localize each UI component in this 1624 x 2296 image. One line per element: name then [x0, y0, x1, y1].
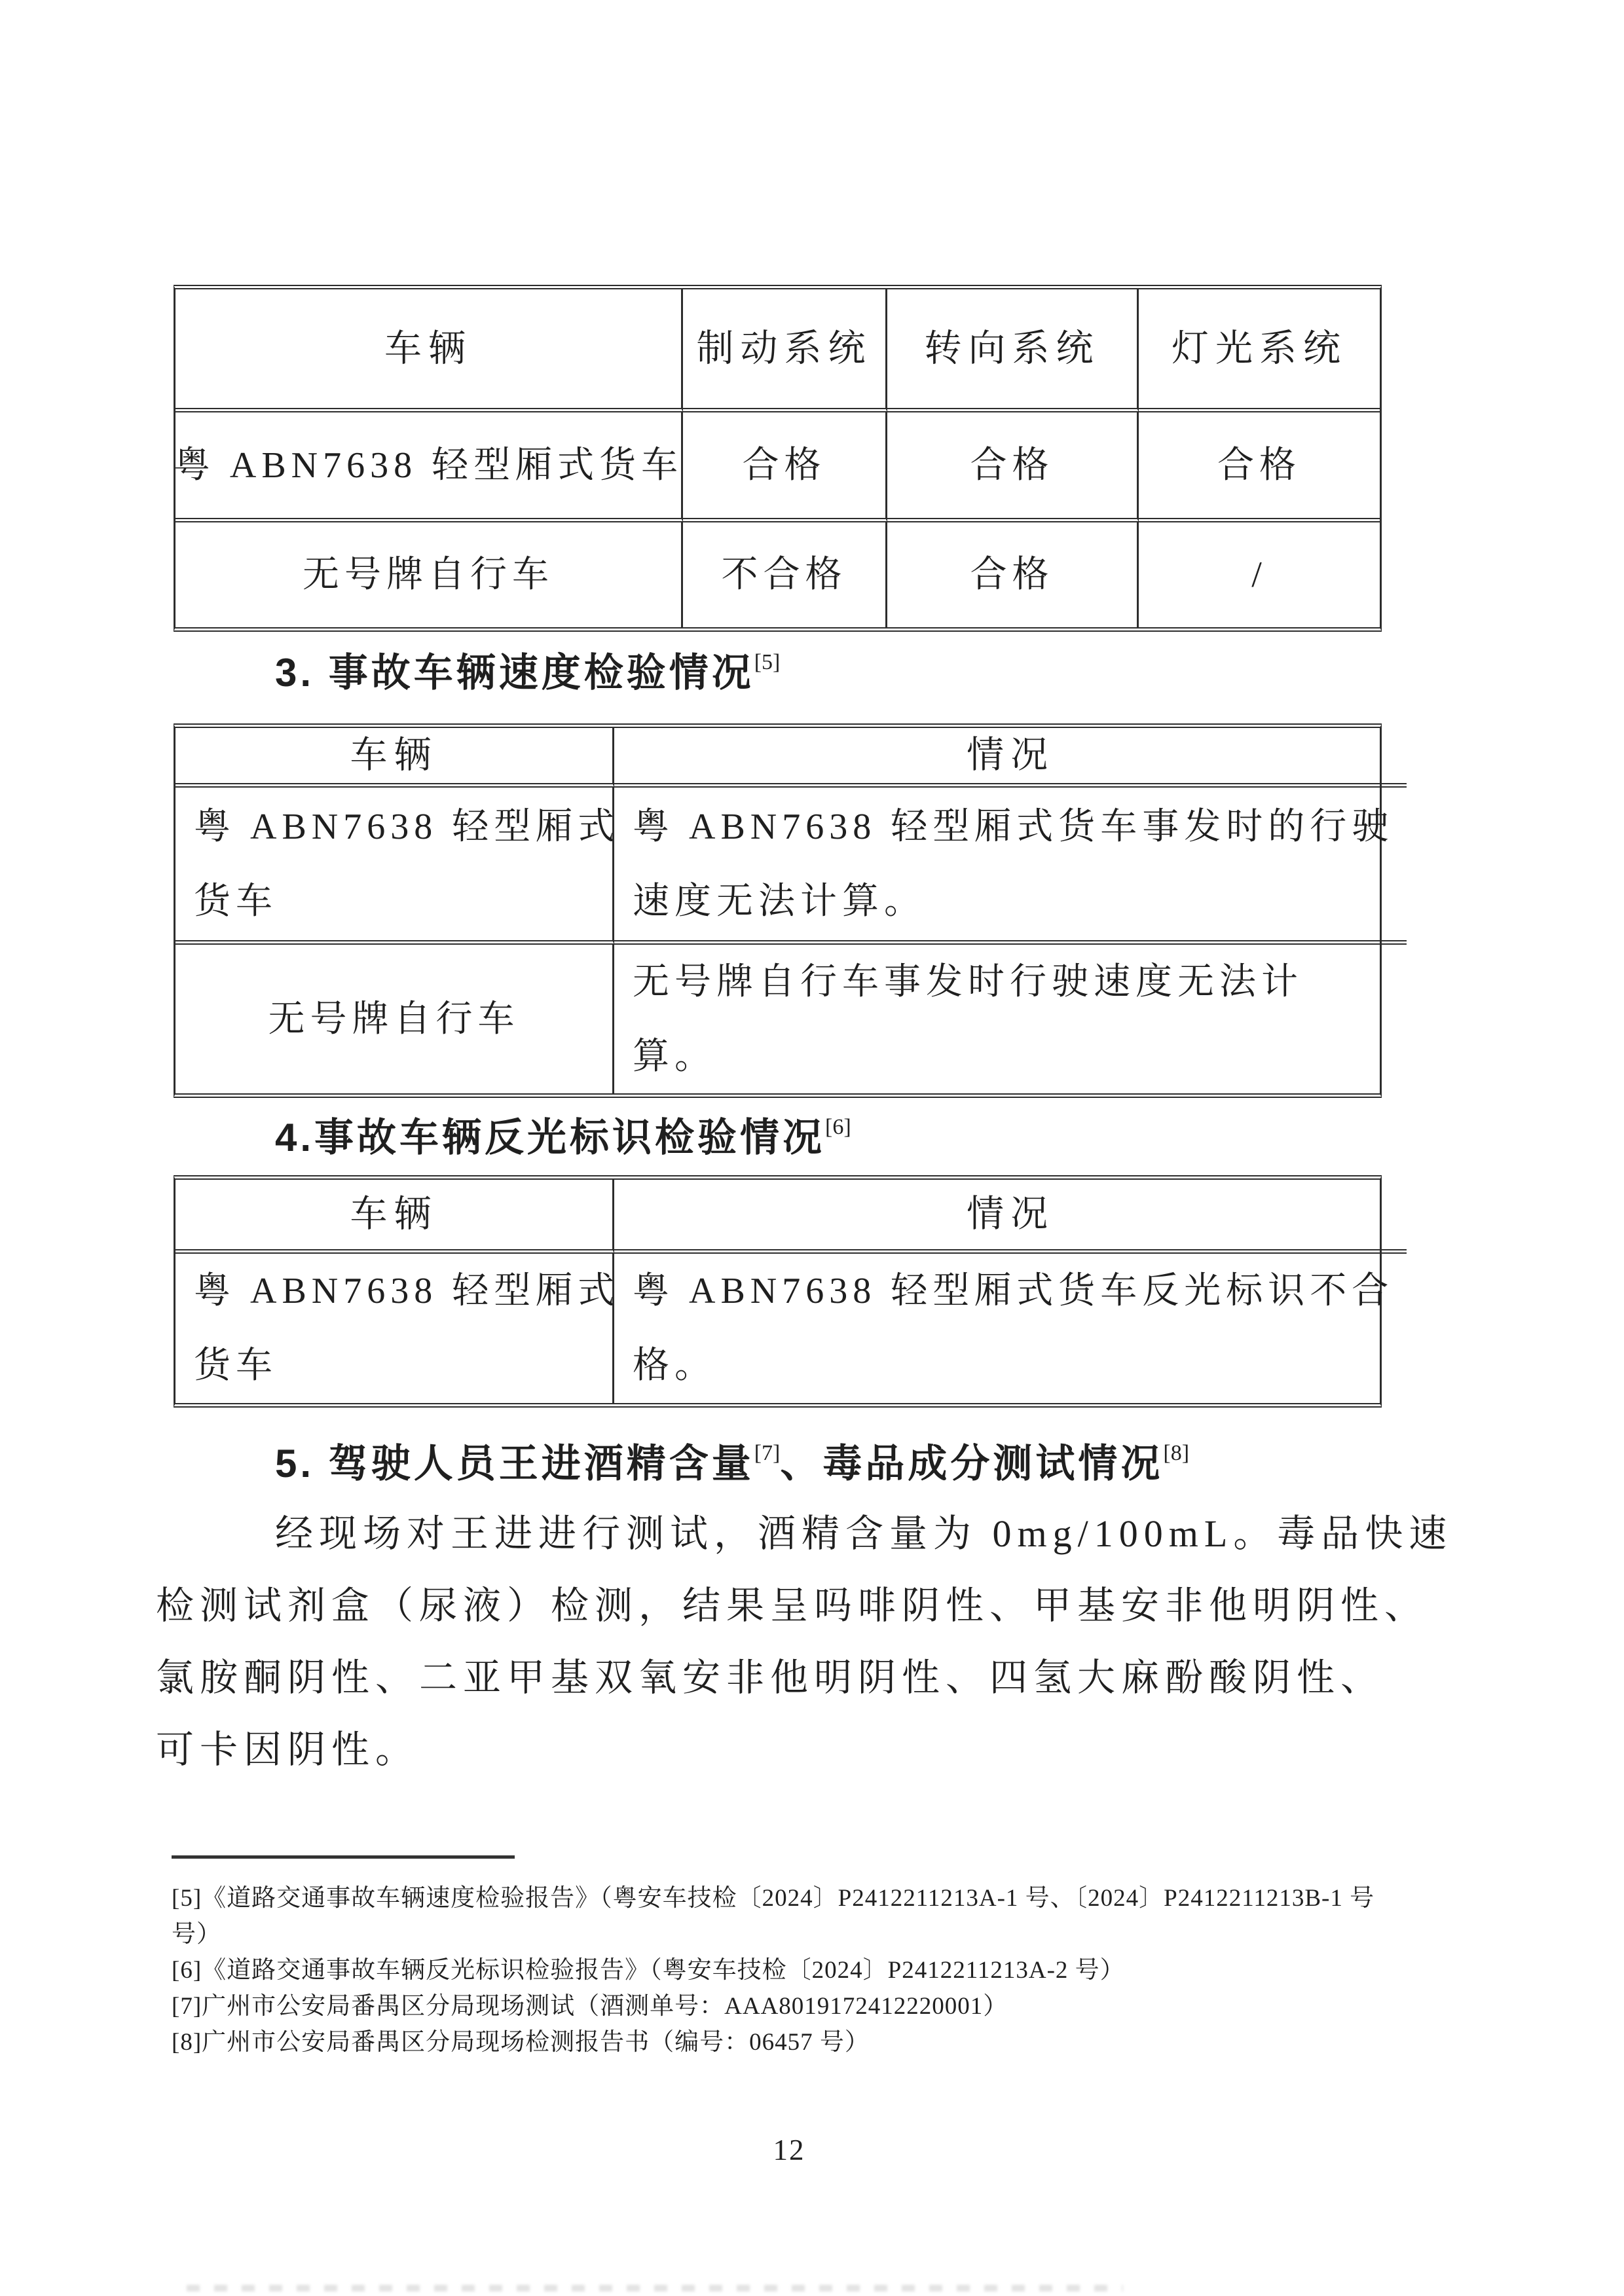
table-cell-vehicle: [175, 1254, 620, 1403]
cell-text-line: 货车: [194, 1345, 278, 1386]
table-cell-vehicle: [175, 788, 620, 945]
header-label: 车辆: [350, 735, 438, 776]
cell-text: 合格: [970, 445, 1054, 486]
section-title-part1: 5. 驾驶人员王进酒精含量: [275, 1442, 754, 1485]
cell-text-line: 粤 ABN7638 轻型厢式: [194, 806, 620, 847]
page-number: 12: [773, 2134, 805, 2166]
table-cell-brake-result: [683, 522, 887, 627]
cell-text-line: 无号牌自行车事发时行驶速度无法计: [633, 962, 1303, 1002]
footnote-ref-6: [6]: [825, 1115, 851, 1139]
cell-text-line: 格。: [633, 1345, 716, 1386]
cell-text: 无号牌自行车: [303, 555, 554, 595]
test-result-paragraph: [156, 1498, 1453, 1786]
header-label: 制动系统: [696, 327, 872, 369]
table-header-steering-system: [887, 289, 1139, 412]
paragraph-line: 氯胺酮阴性、二亚甲基双氧安非他明阴性、四氢大麻酚酸阴性、: [156, 1656, 1385, 1699]
table-header-situation: [614, 728, 1407, 788]
vehicle-systems-inspection-table: [174, 285, 1382, 632]
section-heading-reflective-marking-inspection: [275, 1112, 851, 1171]
table-cell-lighting-result: [1139, 412, 1380, 522]
paragraph-line: 检测试剂盒（尿液）检测，结果呈吗啡阴性、甲基安非他明阴性、: [156, 1584, 1429, 1627]
footnote-5-line1: [5]《道路交通事故车辆速度检验报告》（粤安车技检〔2024〕P2412211213A-1 号、〔2024〕P2412211213B-1 号: [172, 1885, 1375, 1912]
section-title: 4.事故车辆反光标识检验情况: [275, 1116, 826, 1159]
footnote-ref-7: [7]: [754, 1441, 781, 1465]
footnotes-block: [172, 1880, 1449, 2060]
cell-text: 合格: [742, 445, 826, 486]
vehicle-speed-inspection-table: [174, 723, 1394, 1098]
header-label: 情况: [967, 1194, 1055, 1235]
table-header-lighting-system: [1139, 289, 1380, 412]
cell-text: 合格: [970, 555, 1054, 595]
footnote-8: [8]广州市公安局番禺区分局现场检测报告书（编号：06457 号）: [172, 2029, 870, 2056]
header-label: 灯光系统: [1172, 327, 1347, 369]
cell-text: 不合格: [721, 555, 847, 595]
section-title-part2: 、毒品成分测试情况: [780, 1442, 1164, 1485]
cell-text-line: 粤 ABN7638 轻型厢式货车反光标识不合: [633, 1271, 1394, 1311]
table-cell-situation: [614, 1254, 1407, 1403]
paragraph-line: 经现场对王进进行测试，酒精含量为 0mg/100mL。毒品快速: [275, 1512, 1453, 1555]
footnote-ref-5: [5]: [754, 650, 781, 674]
cell-text-line: 算。: [633, 1036, 716, 1077]
cell-text: /: [1251, 555, 1267, 595]
header-label: 转向系统: [924, 327, 1100, 369]
header-label: 情况: [967, 735, 1055, 776]
cell-text: 合格: [1217, 445, 1301, 486]
footnote-5-line2: 号）: [172, 1921, 221, 1948]
table-cell-situation: [614, 945, 1407, 1094]
cell-text-line: 粤 ABN7638 轻型厢式货车事发时的行驶: [633, 806, 1394, 847]
footnote-7: [7]广州市公安局番禺区分局现场测试（酒测单号：AAA8019172412220001）: [172, 1993, 1008, 2020]
table-header-vehicle: [175, 289, 683, 412]
cell-text-line: 无号牌自行车: [268, 999, 520, 1040]
scan-bleed-through-artifact: [187, 2285, 1123, 2291]
section-title: 3. 事故车辆速度检验情况: [275, 651, 754, 695]
table-cell-vehicle: [175, 945, 614, 1094]
paragraph-line: 可卡因阴性。: [156, 1728, 420, 1771]
table-header-vehicle: [175, 728, 614, 788]
table-header-brake-system: [683, 289, 887, 412]
cell-text-line: 货车: [194, 881, 278, 922]
section-heading-alcohol-drug-test: [275, 1438, 1189, 1497]
table-header-situation: [614, 1180, 1407, 1254]
footnote-6: [6]《道路交通事故车辆反光标识检验报告》（粤安车技检〔2024〕P2412211213A-2 号）: [172, 1957, 1125, 1984]
header-label: 车辆: [350, 1194, 438, 1235]
table-cell-steering-result: [887, 412, 1139, 522]
cell-text-line: 速度无法计算。: [633, 881, 926, 922]
table-cell-lighting-result: [1139, 522, 1380, 627]
table-cell-situation: [614, 788, 1407, 945]
table-header-vehicle: [175, 1180, 614, 1254]
header-label: 车辆: [384, 327, 472, 369]
table-cell-steering-result: [887, 522, 1139, 627]
footnote-ref-8: [8]: [1163, 1441, 1190, 1465]
table-cell-brake-result: [683, 412, 887, 522]
cell-text-line: 粤 ABN7638 轻型厢式: [194, 1271, 620, 1311]
table-cell-vehicle: [175, 522, 683, 627]
reflective-marking-inspection-table: [174, 1175, 1394, 1408]
footnote-separator-line: [172, 1855, 515, 1859]
cell-text: 粤 ABN7638 轻型厢式货车: [173, 445, 684, 486]
section-heading-speed-inspection: [275, 647, 780, 706]
table-cell-vehicle: [175, 412, 683, 522]
